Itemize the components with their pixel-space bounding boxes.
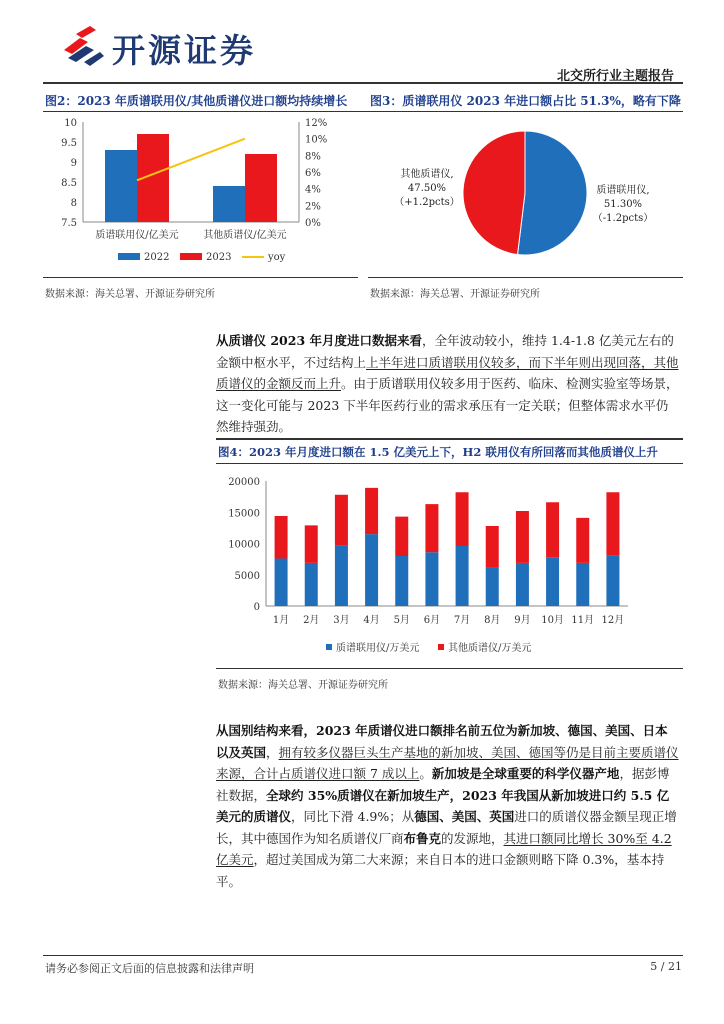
para2-text-2: 。 (419, 766, 432, 781)
fig4-title-rule (216, 463, 683, 464)
para2-text-3: ，据彭博社数据， (216, 766, 670, 803)
para1-underline: 上半年进口质谱联用仪较多，而下半年则出现回落，其他质谱仪的金额反而上升 (216, 354, 679, 391)
fig4-bar-s2-5 (395, 517, 408, 556)
fig4-bar-s2-4 (365, 488, 378, 534)
fig4-bar-s2-6 (425, 504, 438, 552)
footer-divider (43, 955, 683, 956)
page-number: 5 / 21 (650, 960, 682, 973)
fig2-source: 数据来源：海关总署、开源证券研究所 (45, 289, 215, 300)
fig4-bar-s2-8 (486, 526, 499, 568)
footer-disclaimer: 请务必参阅正文后面的信息披露和法律声明 (45, 962, 254, 975)
fig2-bottom-rule (43, 277, 358, 278)
fig4-category-label: 12月 (601, 615, 625, 626)
fig4-bar-s2-12 (606, 492, 619, 555)
fig4-ytick-label: 20000 (228, 477, 260, 488)
fig4-ytick-label: 0 (253, 602, 260, 613)
fig4-bar-s2-2 (305, 525, 318, 563)
fig4-bar-s2-1 (275, 516, 288, 559)
fig2-category-label: 其他质谱仪/亿美元 (203, 230, 287, 241)
pie-label-other-value: 47.50% (407, 183, 447, 194)
fig2-y2tick-label: 10% (305, 134, 328, 146)
fig2-ytick-label: 8.5 (61, 178, 77, 189)
fig2-legend-swatch-2022 (118, 253, 140, 260)
fig2-ytick-label: 7.5 (61, 218, 77, 229)
fig3-bottom-rule (368, 277, 683, 278)
fig2-ytick-label: 9 (70, 158, 77, 169)
fig4-bar-s2-9 (516, 511, 529, 563)
fig4-bar-s1-9 (516, 563, 529, 606)
brand-name: 开源证券 (112, 31, 256, 70)
para2-text-5: 进口的质谱仪器金额呈现正增长，其中德国作为知名质谱仪厂商 (216, 809, 677, 846)
fig2-legend-label-2022: 2022 (144, 252, 170, 263)
fig2-y2tick-label: 4% (305, 184, 321, 196)
fig4-legend-swatch-2 (438, 644, 444, 650)
fig4-bar-s1-3 (335, 545, 348, 606)
fig2-ytick-label: 9.5 (61, 138, 77, 149)
para2-text-7: ，超过美国成为第二大来源；来自日本的进口金额则略下降 0.3%，基本持平。 (216, 852, 665, 889)
fig4-bar-s2-10 (546, 502, 559, 557)
fig4-bar-s1-12 (606, 555, 619, 606)
fig4-category-label: 4月 (363, 615, 380, 626)
para2-text-1: ， (266, 744, 279, 760)
fig4-ytick-label: 5000 (234, 570, 260, 582)
brand-logo-mark (58, 20, 108, 68)
fig4-title: 图4：2023 年月度进口额在 1.5 亿美元上下，H2 联用仪有所回落而其他质谱仪上升 (218, 445, 658, 459)
para2-bold-5: 布鲁克 (403, 830, 442, 846)
fig4-legend-label-1: 质谱联用仪/万美元 (336, 643, 420, 654)
pie-label-other (382, 168, 472, 210)
pie-label-other-change: （+1.2pcts） (394, 197, 460, 208)
fig2-bar-2022-1 (105, 150, 137, 222)
para1-text-1: ，全年波动较小，维持 1.4-1.8 亿美元左右的金额中枢水平，不过结构上 (216, 333, 674, 370)
pie-label-ms-name: 质谱联用仪, (596, 185, 650, 196)
para2-text-6: 的发源地， (441, 830, 504, 846)
fig4-bar-s2-11 (576, 518, 589, 563)
fig4-chart (216, 468, 636, 658)
fig3-slice-2 (463, 131, 525, 255)
fig4-category-label: 2月 (303, 615, 320, 626)
fig4-legend-swatch-1 (326, 644, 332, 650)
para2-bold-3: 全球约 35%质谱仪在新加坡生产，2023 年我国从新加坡进口约 5.5 亿美元的质谱仪 (216, 787, 670, 824)
fig4-bar-s1-1 (275, 559, 288, 607)
para2-underline-1: 拥有较多仪器巨头生产基地的新加坡、美国、德国等仍是目前主要质谱仪来源，合计占质谱仪进口额 7 成以上 (216, 744, 679, 781)
fig2-y2tick-label: 2% (305, 201, 321, 213)
fig4-bar-s1-10 (546, 557, 559, 606)
fig4-bar-s1-6 (425, 552, 438, 606)
fig3-source: 数据来源：海关总署、开源证券研究所 (370, 289, 540, 300)
para2-text-4: ，同比下滑 4.9%；从 (291, 809, 415, 824)
fig4-category-label: 8月 (484, 615, 501, 626)
fig4-ytick-label: 15000 (228, 508, 260, 520)
fig3-pie-chart (460, 128, 590, 258)
fig4-category-label: 10月 (541, 615, 564, 626)
fig4-source: 数据来源：海关总署、开源证券研究所 (218, 680, 388, 691)
paragraph-monthly (216, 330, 680, 438)
para2-underline-2: 其进口额同比增长 30%至 4.2 亿美元 (216, 830, 672, 867)
fig2-y2tick-label: 6% (305, 168, 321, 179)
fig2-title: 图2：2023 年质谱联用仪/其他质谱仪进口额均持续增长 (45, 94, 348, 108)
fig2-y2tick-label: 8% (305, 151, 321, 163)
fig4-legend-label-2: 其他质谱仪/万美元 (448, 643, 532, 654)
fig2-bar-2023-2 (245, 154, 277, 222)
pie-label-ms-value: 51.30% (603, 199, 643, 210)
fig2-legend-label-yoy: yoy (268, 252, 286, 263)
fig2-chart (43, 112, 363, 272)
pie-label-ms-change: （-1.2pcts） (592, 213, 654, 224)
pie-label-other-name: 其他质谱仪, (400, 169, 454, 180)
fig2-y2tick-label: 0% (305, 218, 321, 229)
paragraph-country (216, 720, 680, 892)
fig4-bar-s1-5 (395, 556, 408, 606)
fig4-category-label: 1月 (272, 615, 290, 626)
fig2-ytick-label: 10 (64, 118, 77, 129)
fig4-category-label: 3月 (333, 615, 350, 626)
para2-bold-2: 新加坡是全球重要的科学仪器产地 (431, 766, 620, 781)
fig4-category-label: 9月 (514, 615, 531, 626)
fig4-ytick-label: 10000 (228, 539, 260, 551)
fig4-bar-s1-2 (305, 563, 318, 606)
fig2-category-label: 质谱联用仪/亿美元 (95, 230, 179, 241)
fig2-ytick-label: 8 (70, 198, 77, 209)
para1-lead: 从质谱仪 2023 年月度进口数据来看 (216, 333, 422, 348)
para1-text-2: 。由于质谱联用仪较多用于医药、临床、检测实验室等场景，这一变化可能与 2023 下半年医药行业的需求承压有一定关联；但整体需求水平仍然维持强劲。 (216, 376, 679, 434)
fig4-bar-s1-11 (576, 563, 589, 606)
fig4-category-label: 7月 (453, 615, 471, 626)
fig4-category-label: 5月 (393, 615, 410, 626)
fig4-top-rule (216, 438, 683, 440)
para2-bold-1: 从国别结构来看，2023 年质谱仪进口额排名前五位为新加坡、德国、美国、日本以及英国 (216, 723, 668, 760)
fig4-bar-s1-7 (456, 546, 469, 606)
fig4-bar-s1-4 (365, 534, 378, 606)
fig4-category-label: 6月 (423, 615, 441, 626)
fig4-bar-s1-8 (486, 568, 499, 606)
header-divider (43, 82, 683, 84)
report-type: 北交所行业主题报告 (556, 69, 674, 84)
fig3-title: 图3：质谱联用仪 2023 年进口额占比 51.3%，略有下降 (370, 94, 681, 108)
fig4-bar-s2-3 (335, 495, 348, 546)
fig2-y2tick-label: 12% (305, 118, 328, 129)
fig4-bar-s2-7 (456, 492, 469, 546)
fig2-legend-label-2023: 2023 (206, 252, 232, 263)
pie-label-ms (578, 184, 668, 226)
fig2-bar-2022-2 (213, 186, 245, 222)
para2-bold-4: 德国、美国、英国 (414, 809, 515, 824)
fig4-bottom-rule (216, 668, 683, 669)
fig2-legend-swatch-2023 (180, 253, 202, 260)
fig3-slice-1 (518, 131, 587, 255)
fig4-category-label: 11月 (571, 615, 595, 626)
